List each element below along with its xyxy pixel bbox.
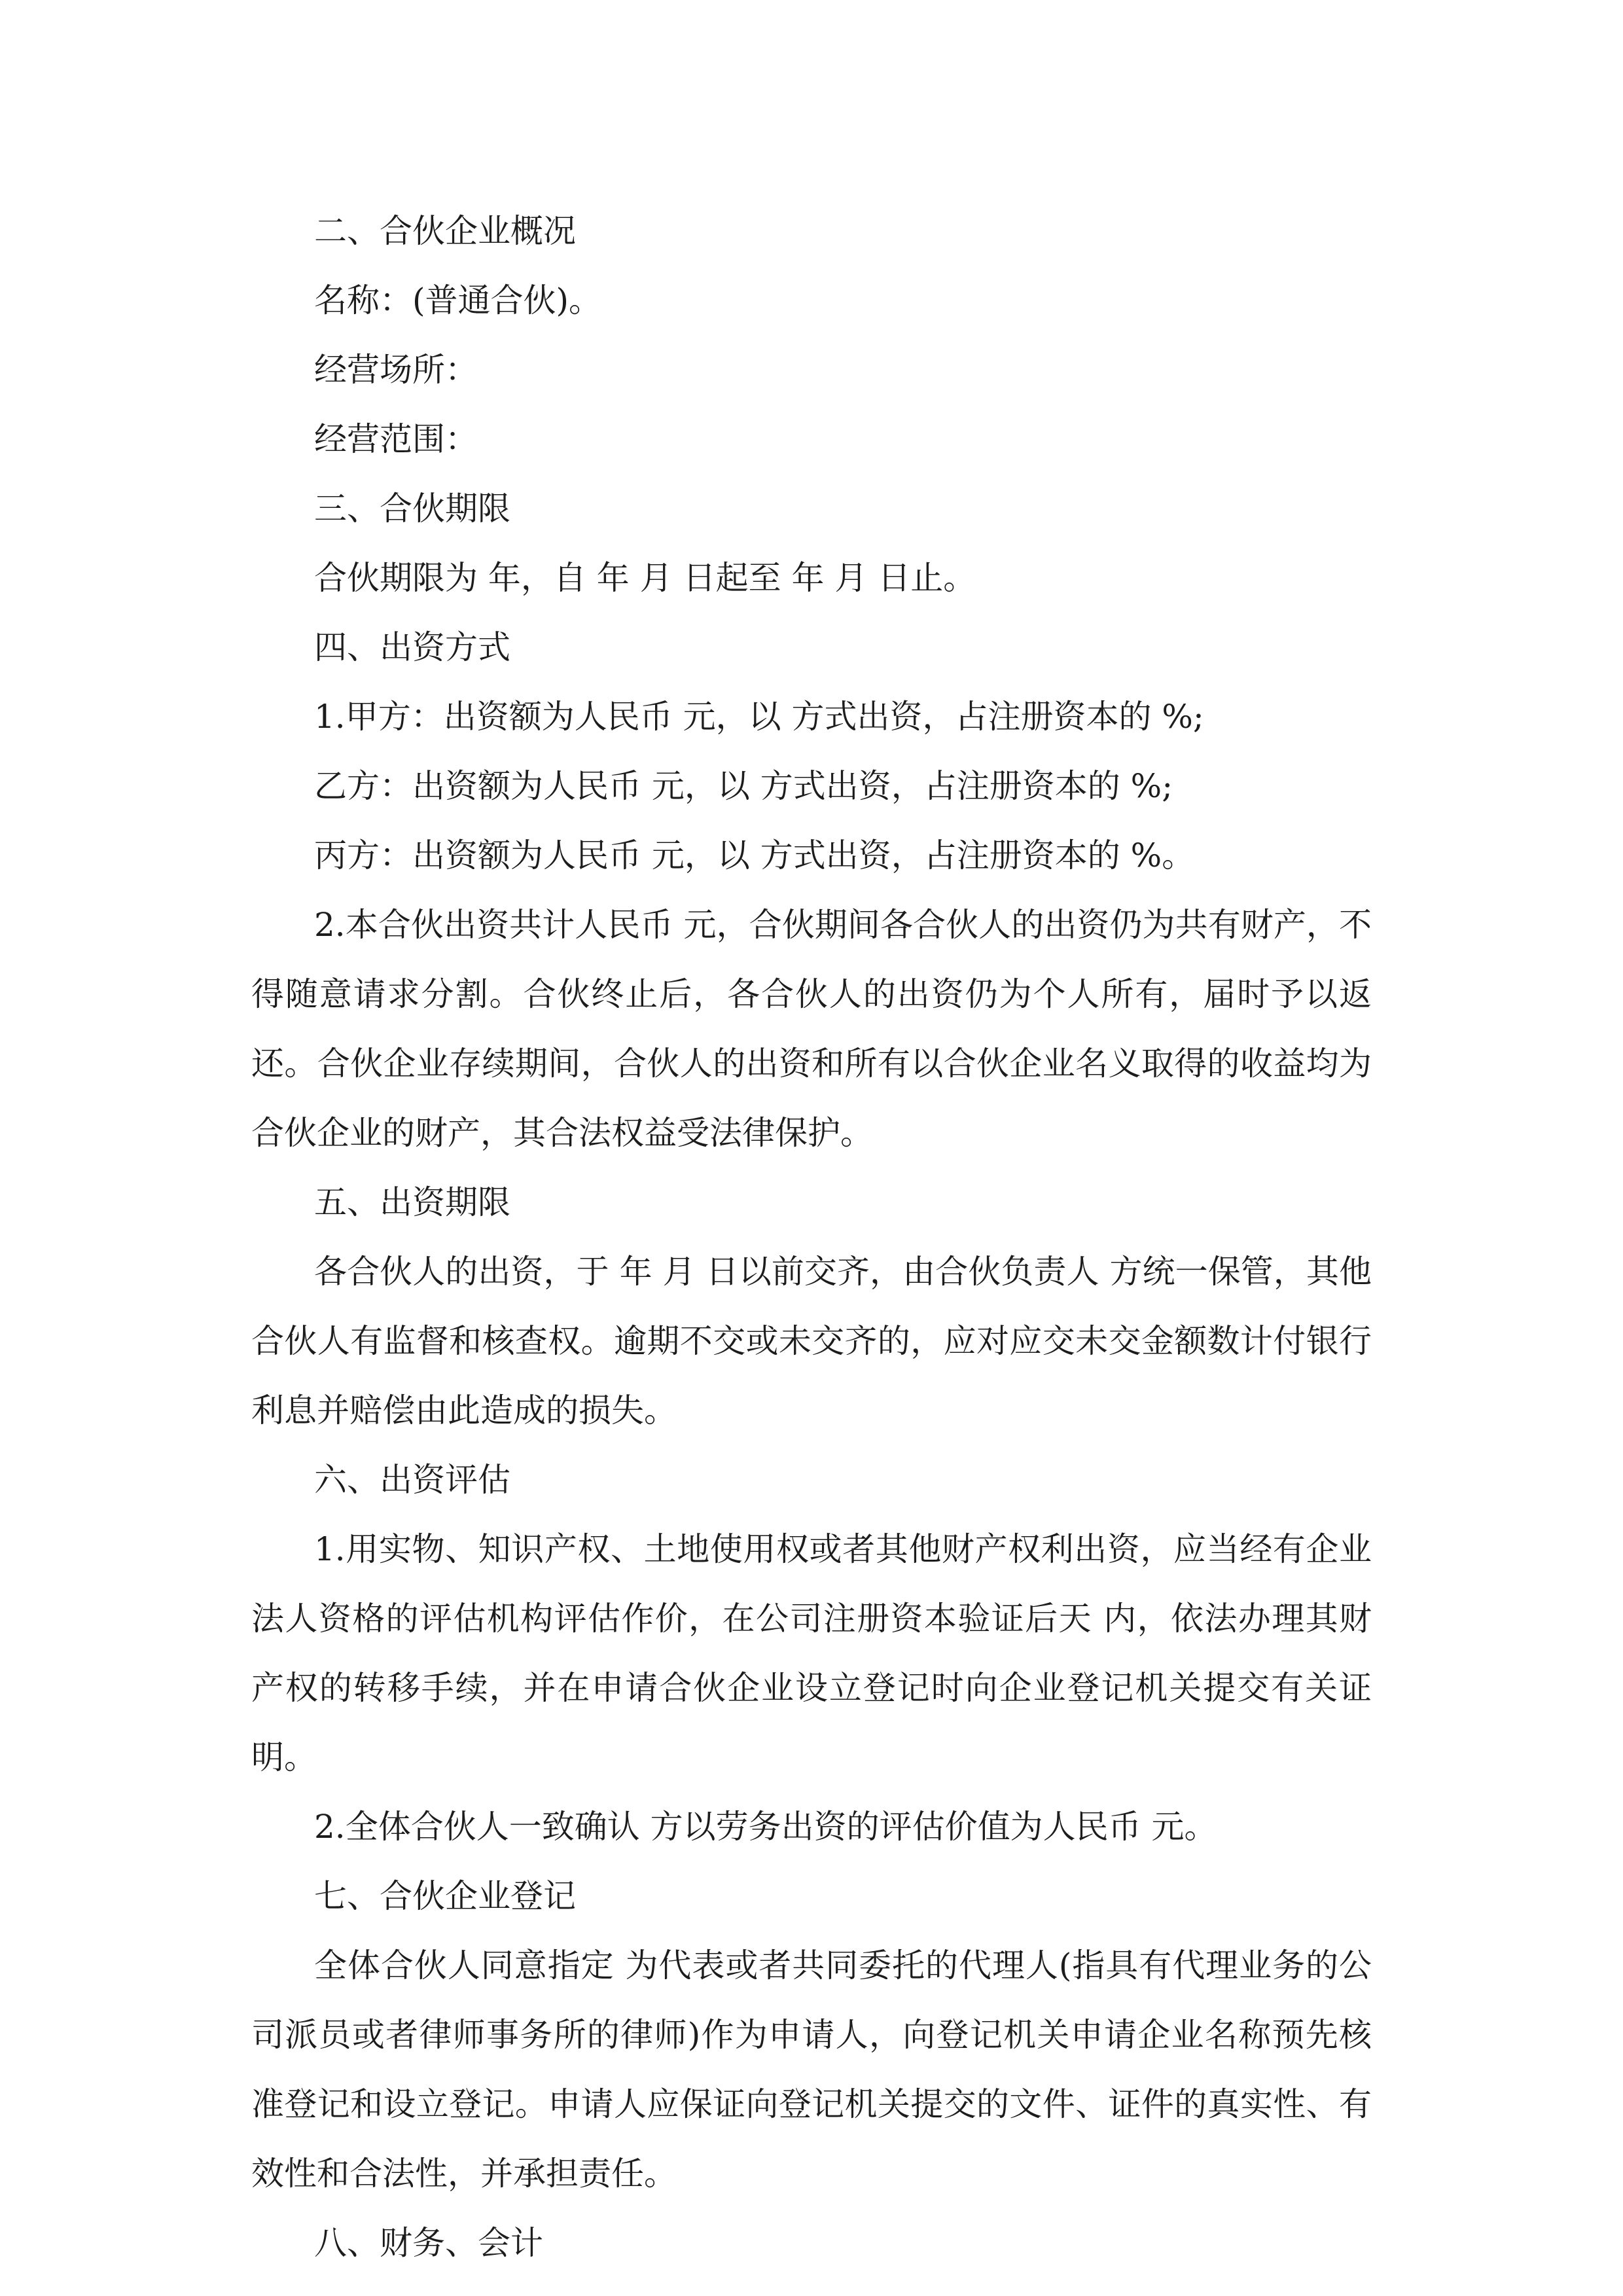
business-premises-line: 经营场所： (314, 351, 478, 389)
partnership-term-paragraph: 合伙期限为 年，自 年 月 日起至 年 月 日止。 (314, 559, 976, 597)
party-c-contribution: 丙方：出资额为人民币 元，以 方式出资，占注册资本的 %。 (314, 836, 1195, 874)
contribution-deadline-paragraph: 各合伙人的出资，于 年 月 日以前交齐，由合伙负责人 方统一保管，其他合伙人有监督和核查权。逾期不交或未交齐的，应对应交未交金额数计付银行利息并赔偿由此造成的损失。 (251, 1253, 1372, 1429)
labor-evaluation-paragraph: 2.全体合伙人一致确认 方以劳务出资的评估价值为人民币 元。 (314, 1808, 1217, 1846)
total-contribution-paragraph: 2.本合伙出资共计人民币 元，合伙期间各合伙人的出资仍为共有财产，不得随意请求分割。合伙终止后，各合伙人的出资仍为个人所有，届时予以返还。合伙企业存续期间，合伙人的出资和所有以合伙企业名义取得的收益均为合伙企业的财产，其合法权益受法律保护。 (251, 906, 1372, 1152)
section-heading-4: 四、出资方式 (314, 628, 510, 666)
business-scope-line: 经营范围： (314, 420, 478, 458)
section-heading-8: 八、财务、会计 (314, 2224, 543, 2262)
section-heading-6: 六、出资评估 (314, 1461, 510, 1499)
section-heading-7: 七、合伙企业登记 (314, 1877, 576, 1915)
enterprise-name-line: 名称：(普通合伙)。 (314, 281, 602, 319)
registration-paragraph: 全体合伙人同意指定 为代表或者共同委托的代理人(指具有代理业务的公司派员或者律师事务所的律师)作为申请人，向登记机关申请企业名称预先核准登记和设立登记。申请人应保证向登记机关提交的文件、证件的真实性、有效性和合法性，并承担责任。 (251, 1946, 1372, 2193)
party-b-contribution: 乙方：出资额为人民币 元，以 方式出资，占注册资本的 %; (314, 767, 1173, 805)
party-a-contribution: 1.甲方：出资额为人民币 元，以 方式出资，占注册资本的 %; (314, 698, 1204, 736)
section-heading-5: 五、出资期限 (314, 1183, 510, 1221)
section-heading-3: 三、合伙期限 (314, 490, 510, 528)
in-kind-evaluation-paragraph: 1.用实物、知识产权、土地使用权或者其他财产权利出资，应当经有企业法人资格的评估机构评估作价，在公司注册资本验证后天 内，依法办理其财产权的转移手续，并在申请合伙企业设立登记时向企业登记机关提交有关证明。 (251, 1530, 1372, 1776)
document-body (251, 196, 1372, 2278)
section-heading-2: 二、合伙企业概况 (314, 212, 576, 250)
